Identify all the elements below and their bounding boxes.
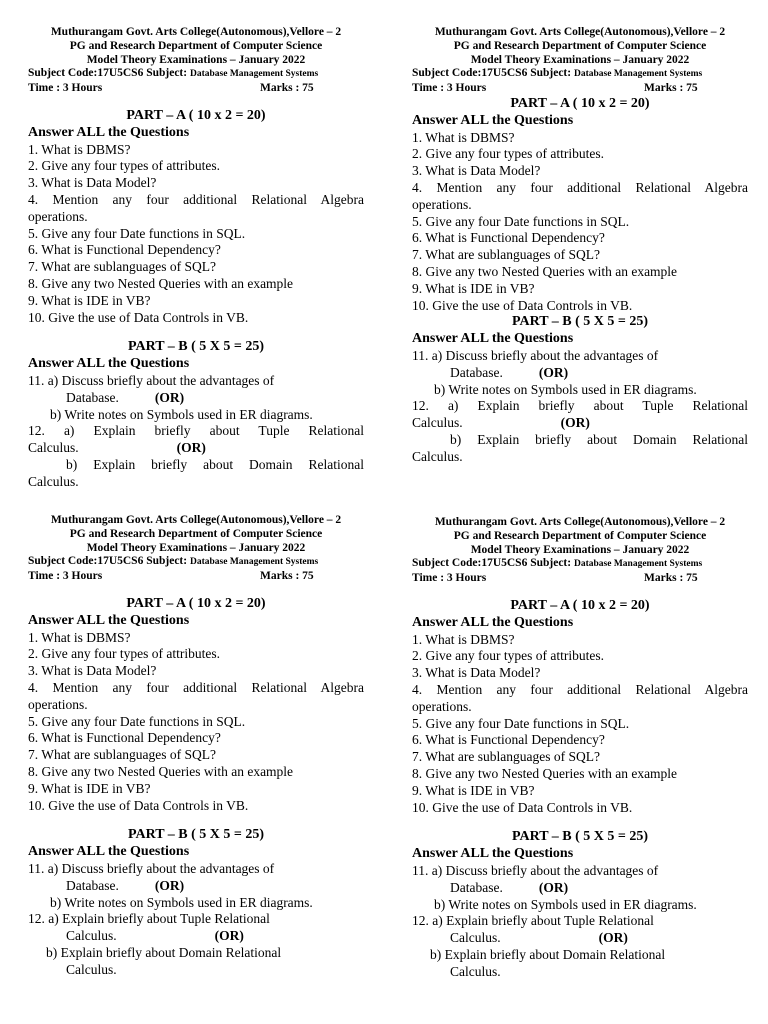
or-label: (OR) [560, 415, 590, 431]
exam-marks: Marks : 75 [260, 570, 314, 583]
question-12a-cont-text: Calculus. [66, 928, 117, 944]
time-marks-row [412, 82, 748, 96]
question-12a: 12. a) Explain briefly about Tuple Relational [412, 913, 654, 929]
question-11b: b) Write notes on Symbols used in ER diagrams. [434, 381, 697, 397]
subject-line [412, 67, 748, 82]
college-name: Muthurangam Govt. Arts College(Autonomous),Vellore – 2 [50, 26, 342, 38]
subject-line [28, 555, 364, 570]
exam-time: Time : 3 Hours [412, 82, 487, 95]
question-10: 10. Give the use of Data Controls in VB. [28, 309, 249, 325]
question-4: 4. Mention any four additional Relational Algebra [28, 679, 364, 695]
or-label: (OR) [538, 879, 569, 895]
question-7: 7. What are sublanguages of SQL? [28, 747, 216, 763]
part-b-title: PART – B ( 5 X 5 = 25) [127, 339, 265, 355]
or-label: (OR) [154, 877, 185, 893]
exam-time: Time : 3 Hours [412, 572, 487, 585]
examination-name: Model Theory Examinations – January 2022 [470, 543, 690, 556]
question-12a: 12. a) Explain briefly about Tuple Relational [412, 398, 748, 414]
question-10: 10. Give the use of Data Controls in VB. [412, 799, 633, 815]
question-12b: b) Explain briefly about Domain Relational [46, 944, 282, 960]
question-8: 8. Give any two Nested Queries with an example [412, 765, 678, 781]
or-label: (OR) [176, 440, 206, 456]
question-12b-cont: Calculus. [450, 963, 501, 979]
subject-line [412, 557, 748, 572]
question-3: 3. What is Data Model? [28, 663, 157, 679]
college-name: Muthurangam Govt. Arts College(Autonomous),Vellore – 2 [50, 514, 342, 526]
examination-name: Model Theory Examinations – January 2022 [86, 53, 306, 66]
or-label: (OR) [154, 389, 185, 405]
or-label: (OR) [598, 930, 628, 946]
question-11a-cont-text: Database. [66, 389, 119, 405]
question-12a-cont-text: Calculus. [412, 415, 463, 431]
question-11a-cont-text: Database. [450, 364, 503, 380]
question-11b: b) Write notes on Symbols used in ER diagrams. [50, 894, 313, 910]
exam-marks: Marks : 75 [260, 82, 314, 95]
question-12a-cont [412, 415, 748, 432]
question-12a-cont-text: Calculus. [28, 440, 79, 456]
examination-name: Model Theory Examinations – January 2022 [86, 541, 306, 554]
question-1: 1. What is DBMS? [412, 129, 515, 145]
question-12a-cont [28, 440, 364, 457]
subject-line [28, 67, 364, 82]
question-11a: 11. a) Discuss briefly about the advantages of [28, 860, 275, 876]
question-4-cont: operations. [412, 196, 472, 212]
department-name: PG and Research Department of Computer Science [69, 39, 323, 52]
part-b-title: PART – B ( 5 X 5 = 25) [127, 827, 265, 843]
question-12b-cont: Calculus. [412, 448, 463, 464]
question-12a-cont [28, 928, 364, 945]
question-11a-cont [412, 365, 748, 382]
or-label: (OR) [214, 928, 244, 944]
question-11a-cont [412, 880, 748, 897]
question-5: 5. Give any four Date functions in SQL. [28, 713, 246, 729]
part-b-title: PART – B ( 5 X 5 = 25) [511, 829, 649, 845]
question-12a: 12. a) Explain briefly about Tuple Relational [28, 911, 270, 927]
question-2: 2. Give any four types of attributes. [28, 646, 220, 662]
question-2: 2. Give any four types of attributes. [412, 146, 604, 162]
exam-marks: Marks : 75 [644, 82, 698, 95]
question-7: 7. What are sublanguages of SQL? [28, 259, 216, 275]
part-a-instruction: Answer ALL the Questions [412, 614, 574, 630]
question-11a-cont [28, 878, 364, 895]
question-11a: 11. a) Discuss briefly about the advantages of [412, 347, 659, 363]
part-a-title: PART – A ( 10 x 2 = 20) [510, 95, 650, 111]
question-9: 9. What is IDE in VB? [412, 280, 535, 296]
question-6: 6. What is Functional Dependency? [28, 730, 221, 746]
question-6: 6. What is Functional Dependency? [412, 230, 605, 246]
question-1: 1. What is DBMS? [412, 631, 515, 647]
subject-code-label: Subject Code:17U5CS6 Subject: [28, 67, 190, 80]
department-name: PG and Research Department of Computer Science [453, 39, 707, 52]
part-b-instruction: Answer ALL the Questions [28, 844, 190, 860]
question-11a-cont-text: Database. [450, 879, 503, 895]
part-a-title: PART – A ( 10 x 2 = 20) [126, 107, 266, 123]
part-a-instruction: Answer ALL the Questions [28, 612, 190, 628]
question-9: 9. What is IDE in VB? [28, 292, 151, 308]
subject-name: Database Management Systems [573, 69, 703, 80]
question-7: 7. What are sublanguages of SQL? [412, 749, 600, 765]
examination-name: Model Theory Examinations – January 2022 [470, 53, 690, 66]
question-4-cont: operations. [412, 698, 472, 714]
exam-time: Time : 3 Hours [28, 570, 103, 583]
department-name: PG and Research Department of Computer Science [69, 527, 323, 540]
question-11a: 11. a) Discuss briefly about the advantages of [28, 372, 275, 388]
question-12b-cont: Calculus. [28, 473, 79, 489]
part-a-instruction: Answer ALL the Questions [412, 112, 574, 128]
subject-name: Database Management Systems [189, 69, 319, 80]
question-8: 8. Give any two Nested Queries with an example [28, 275, 294, 291]
question-11b: b) Write notes on Symbols used in ER diagrams. [434, 896, 697, 912]
question-9: 9. What is IDE in VB? [28, 780, 151, 796]
subject-name: Database Management Systems [189, 557, 319, 568]
question-3: 3. What is Data Model? [412, 665, 541, 681]
exam-paper-copy-4 [412, 516, 748, 981]
question-1: 1. What is DBMS? [28, 141, 131, 157]
exam-paper-copy-2 [412, 26, 748, 466]
exam-paper-copy-1 [28, 26, 364, 491]
exam-time: Time : 3 Hours [28, 82, 103, 95]
department-name: PG and Research Department of Computer Science [453, 529, 707, 542]
exam-paper-copy-3 [28, 514, 364, 979]
question-2: 2. Give any four types of attributes. [28, 158, 220, 174]
part-a-title: PART – A ( 10 x 2 = 20) [510, 597, 650, 613]
time-marks-row [412, 572, 748, 586]
question-10: 10. Give the use of Data Controls in VB. [28, 797, 249, 813]
question-2: 2. Give any four types of attributes. [412, 648, 604, 664]
part-b-instruction: Answer ALL the Questions [412, 331, 574, 347]
question-6: 6. What is Functional Dependency? [28, 242, 221, 258]
question-12b: b) Explain briefly about Domain Relational [66, 456, 364, 472]
question-12a-cont [412, 930, 748, 947]
question-11a: 11. a) Discuss briefly about the advantages of [412, 862, 659, 878]
part-a-instruction: Answer ALL the Questions [28, 124, 190, 140]
question-7: 7. What are sublanguages of SQL? [412, 247, 600, 263]
question-11b: b) Write notes on Symbols used in ER diagrams. [50, 406, 313, 422]
or-label: (OR) [538, 364, 569, 380]
college-name: Muthurangam Govt. Arts College(Autonomous),Vellore – 2 [434, 26, 726, 38]
question-3: 3. What is Data Model? [28, 175, 157, 191]
exam-marks: Marks : 75 [644, 572, 698, 585]
question-5: 5. Give any four Date functions in SQL. [28, 225, 246, 241]
subject-code-label: Subject Code:17U5CS6 Subject: [28, 555, 190, 568]
subject-code-label: Subject Code:17U5CS6 Subject: [412, 67, 574, 80]
question-10: 10. Give the use of Data Controls in VB. [412, 297, 633, 313]
question-3: 3. What is Data Model? [412, 163, 541, 179]
time-marks-row [28, 82, 364, 96]
question-4: 4. Mention any four additional Relational Algebra [412, 681, 748, 697]
question-12b-cont: Calculus. [66, 961, 117, 977]
part-b-title: PART – B ( 5 X 5 = 25) [511, 314, 649, 330]
question-4-cont: operations. [28, 208, 88, 224]
question-4: 4. Mention any four additional Relational Algebra [412, 179, 748, 195]
college-name: Muthurangam Govt. Arts College(Autonomous),Vellore – 2 [434, 516, 726, 528]
question-5: 5. Give any four Date functions in SQL. [412, 213, 630, 229]
part-b-instruction: Answer ALL the Questions [412, 846, 574, 862]
subject-code-label: Subject Code:17U5CS6 Subject: [412, 557, 574, 570]
question-6: 6. What is Functional Dependency? [412, 732, 605, 748]
question-1: 1. What is DBMS? [28, 629, 131, 645]
question-11a-cont-text: Database. [66, 877, 119, 893]
part-b-instruction: Answer ALL the Questions [28, 356, 190, 372]
question-4: 4. Mention any four additional Relational Algebra [28, 191, 364, 207]
question-9: 9. What is IDE in VB? [412, 782, 535, 798]
part-a-title: PART – A ( 10 x 2 = 20) [126, 595, 266, 611]
question-12a: 12. a) Explain briefly about Tuple Relational [28, 423, 364, 439]
question-12a-cont-text: Calculus. [450, 930, 501, 946]
question-8: 8. Give any two Nested Queries with an example [412, 263, 678, 279]
question-8: 8. Give any two Nested Queries with an example [28, 763, 294, 779]
question-12b: b) Explain briefly about Domain Relational [430, 946, 666, 962]
question-11a-cont [28, 390, 364, 407]
question-12b: b) Explain briefly about Domain Relational [450, 431, 748, 447]
question-4-cont: operations. [28, 696, 88, 712]
subject-name: Database Management Systems [573, 559, 703, 570]
question-5: 5. Give any four Date functions in SQL. [412, 715, 630, 731]
time-marks-row [28, 570, 364, 584]
